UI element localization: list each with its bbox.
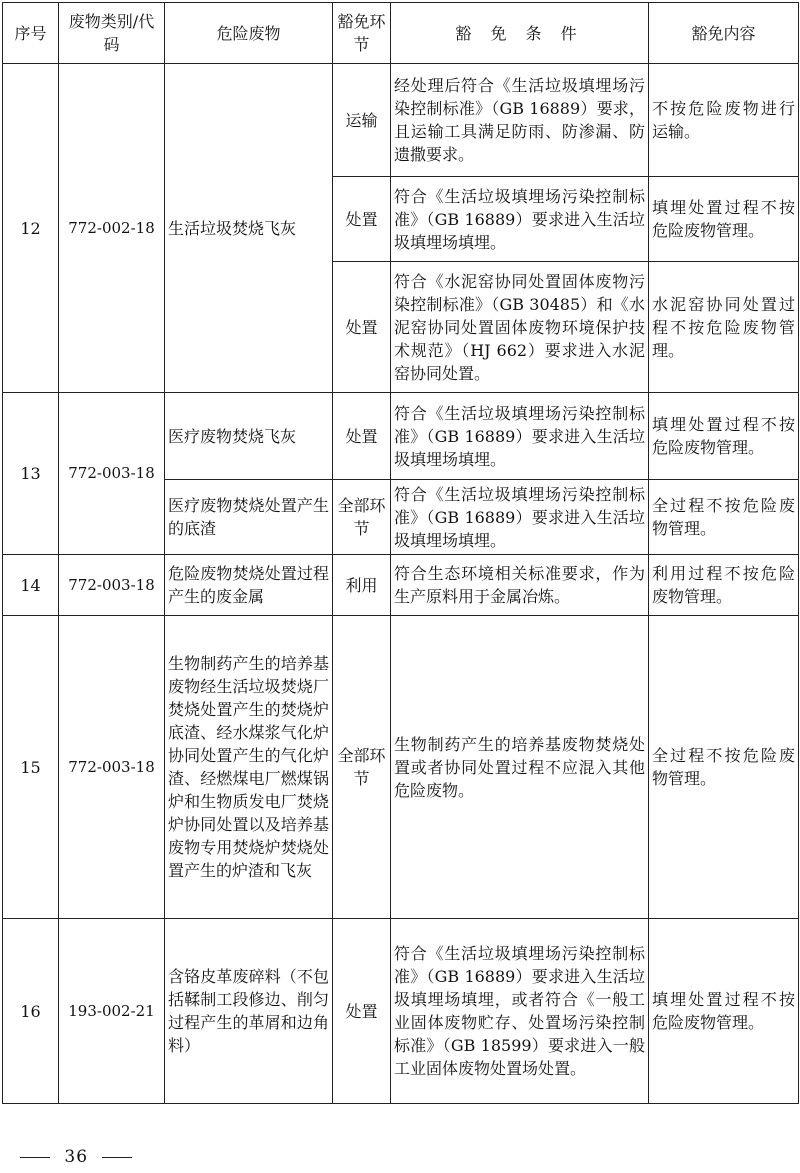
page-footer (12, 1147, 140, 1167)
condition-cell: 符合《生活垃圾填埋场污染控制标准》（GB 16889）要求进入生活垃圾填埋场填埋。 (391, 177, 649, 262)
stage-cell: 全部环节 (333, 480, 391, 555)
seq-cell: 13 (3, 393, 59, 555)
condition-cell: 符合《生活垃圾填埋场污染控制标准》（GB 16889）要求进入生活垃圾填埋场填埋，或者符合《一般工业固体废物贮存、处置场污染控制标准》（GB 18599）要求进入一般工业固体废物处置场处置。 (391, 919, 649, 1104)
code-cell: 772-003-18 (59, 555, 165, 616)
stage-cell: 处置 (333, 393, 391, 480)
waste-cell: 医疗废物焚烧飞灰 (165, 393, 333, 480)
content-cell: 填埋处置过程不按危险废物管理。 (649, 393, 799, 480)
stage-cell: 利用 (333, 555, 391, 616)
condition-cell: 符合生态环境相关标准要求，作为生产原料用于金属冶炼。 (391, 555, 649, 616)
seq-cell: 15 (3, 616, 59, 919)
seq-cell: 14 (3, 555, 59, 616)
condition-cell: 符合《生活垃圾填埋场污染控制标准》（GB 16889）要求进入生活垃圾填埋场填埋。 (391, 393, 649, 480)
header-category-code: 废物类别/代码 (59, 3, 165, 64)
table-row (3, 64, 799, 177)
header-conditions: 豁 免 条 件 (391, 3, 649, 64)
condition-cell: 符合《生活垃圾填埋场污染控制标准》（GB 16889）要求进入生活垃圾填埋场填埋。 (391, 480, 649, 555)
content-cell: 利用过程不按危险废物管理。 (649, 555, 799, 616)
waste-cell: 危险废物焚烧处置过程产生的废金属 (165, 555, 333, 616)
condition-cell: 生物制药产生的培养基废物焚烧处置或者协同处置过程不应混入其他危险废物。 (391, 616, 649, 919)
table-row (3, 393, 799, 480)
waste-cell: 含铬皮革废碎料（不包括鞣制工段修边、削匀过程产生的革屑和边角料） (165, 919, 333, 1104)
stage-cell: 处置 (333, 177, 391, 262)
right-dash (102, 1157, 132, 1158)
condition-cell: 经处理后符合《生活垃圾填埋场污染控制标准》（GB 16889）要求，且运输工具满足防雨、防渗漏、防遗撒要求。 (391, 64, 649, 177)
code-cell: 193-002-21 (59, 919, 165, 1104)
code-cell: 772-003-18 (59, 393, 165, 555)
table-row (3, 919, 799, 1104)
seq-cell: 12 (3, 64, 59, 393)
waste-cell: 生物制药产生的培养基废物经生活垃圾焚烧厂焚烧处置产生的焚烧炉底渣、经水煤浆气化炉协同处置产生的气化炉渣、经燃煤电厂燃煤锅炉和生物质发电厂焚烧炉协同处置以及培养基废物专用焚烧炉焚烧处置产生的炉渣和飞灰 (165, 616, 333, 919)
left-dash (20, 1157, 50, 1158)
header-waste: 危险废物 (165, 3, 333, 64)
content-cell: 填埋处置过程不按危险废物管理。 (649, 177, 799, 262)
header-stage: 豁免环节 (333, 3, 391, 64)
content-cell: 全过程不按危险废物管理。 (649, 480, 799, 555)
code-cell: 772-003-18 (59, 616, 165, 919)
code-cell: 772-002-18 (59, 64, 165, 393)
content-cell: 不按危险废物进行运输。 (649, 64, 799, 177)
table-row (3, 555, 799, 616)
stage-cell: 处置 (333, 919, 391, 1104)
stage-cell: 处置 (333, 262, 391, 393)
waste-cell: 医疗废物焚烧处置产生的底渣 (165, 480, 333, 555)
stage-cell: 运输 (333, 64, 391, 177)
page-number: 36 (64, 1147, 89, 1167)
header-row (3, 3, 799, 64)
stage-cell: 全部环节 (333, 616, 391, 919)
content-cell: 全过程不按危险废物管理。 (649, 616, 799, 919)
waste-cell: 生活垃圾焚烧飞灰 (165, 64, 333, 393)
table-row (3, 616, 799, 919)
content-cell: 填埋处置过程不按危险废物管理。 (649, 919, 799, 1104)
header-content: 豁免内容 (649, 3, 799, 64)
condition-cell: 符合《水泥窑协同处置固体废物污染控制标准》（GB 30485）和《水泥窑协同处置固体废物环境保护技术规范》（HJ 662）要求进入水泥窑协同处置。 (391, 262, 649, 393)
content-cell: 水泥窑协同处置过程不按危险废物管理。 (649, 262, 799, 393)
header-seq: 序号 (3, 3, 59, 64)
seq-cell: 16 (3, 919, 59, 1104)
exemption-table (2, 2, 799, 1104)
